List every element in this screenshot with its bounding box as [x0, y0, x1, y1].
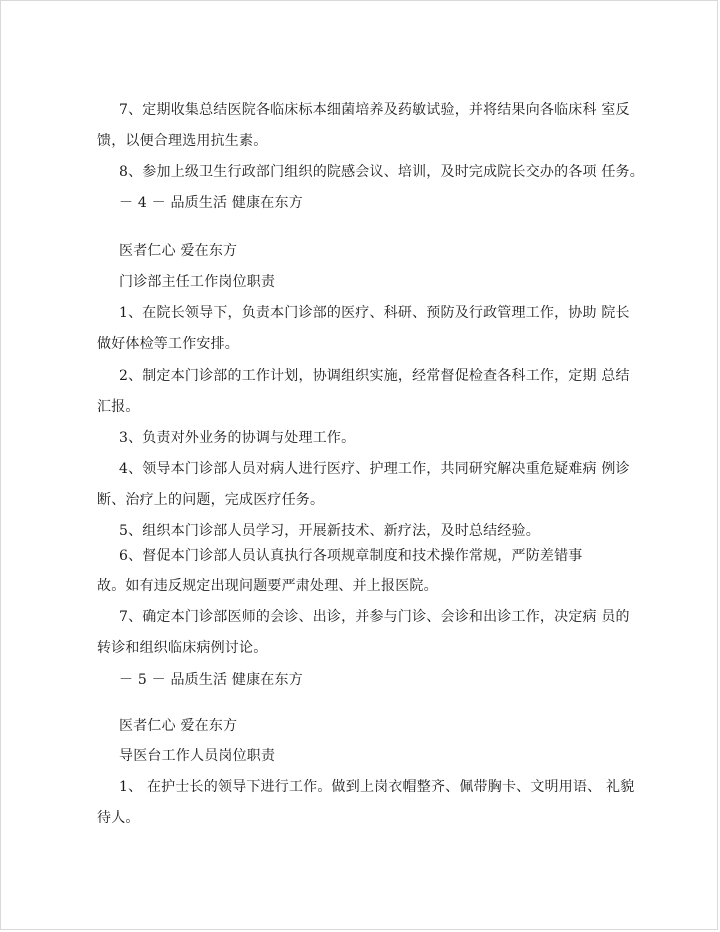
text-line: 馈，以便合理选用抗生素。	[97, 133, 268, 149]
text-line: 6、督促本门诊部人员认真执行各项规章制度和技术操作常规，严防差错事	[119, 548, 583, 564]
text-line: 4、领导本门诊部人员对病人进行医疗、护理工作，共同研究解决重危疑难病 例诊	[119, 461, 630, 477]
text-line: 7、定期收集总结医院各临床标本细菌培养及药敏试验，并将结果向各临床科 室反	[119, 102, 630, 118]
text-line: 5、组织本门诊部人员学习，开展新技术、新疗法，及时总结经验。	[119, 523, 540, 539]
text-line: 8、参加上级卫生行政部门组织的院感会议、培训，及时完成院长交办的各项 任务。	[119, 164, 644, 180]
page-header: 医者仁心 爱在东方	[119, 243, 238, 259]
text-line: 1、 在护士长的领导下进行工作。做到上岗衣帽整齐、佩带胸卡、文明用语、 礼貌	[119, 779, 635, 795]
text-line: 7、确定本门诊部医师的会诊、出诊，并参与门诊、会诊和出诊工作，决定病 员的	[119, 609, 630, 625]
text-line: 待人。	[97, 810, 140, 826]
text-line: 转诊和组织临床病例讨论。	[97, 640, 268, 656]
text-line: 故。如有违反规定出现问题要严肃处理、并上报医院。	[97, 578, 438, 594]
text-line: 做好体检等工作安排。	[97, 336, 239, 352]
page-header: 医者仁心 爱在东方	[119, 718, 238, 734]
text-line: 3、负责对外业务的协调与处理工作。	[119, 430, 356, 446]
text-line: 断、治疗上的问题，完成医疗任务。	[97, 492, 325, 508]
text-line: 2、制定本门诊部的工作计划，协调组织实施，经常督促检查各科工作，定期 总结	[119, 368, 630, 384]
page-footer: － 5 － 品质生活 健康在东方	[119, 672, 303, 688]
page-footer: － 4 － 品质生活 健康在东方	[119, 195, 303, 211]
section-title: 导医台工作人员岗位职责	[119, 748, 276, 764]
text-line: 1、在院长领导下，负责本门诊部的医疗、科研、预防及行政管理工作，协助 院长	[119, 305, 630, 321]
section-title: 门诊部主任工作岗位职责	[119, 274, 276, 290]
text-line: 汇报。	[97, 399, 140, 415]
